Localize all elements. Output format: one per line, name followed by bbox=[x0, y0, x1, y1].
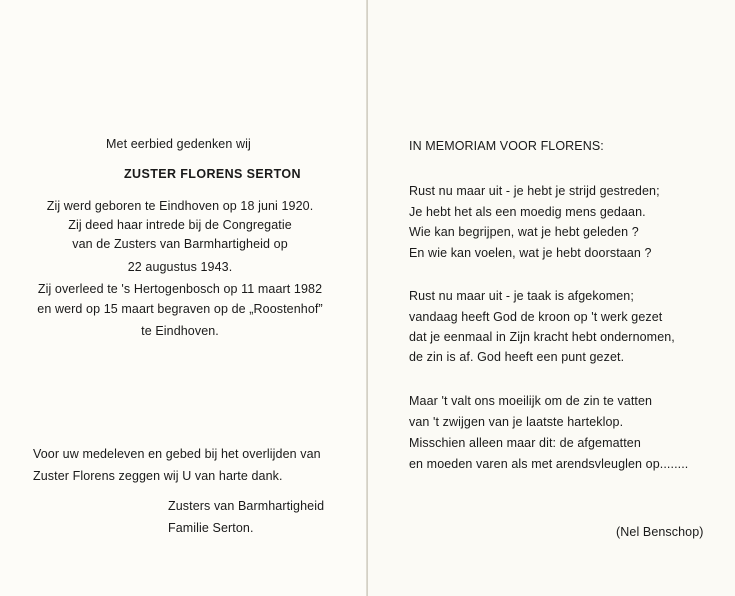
poem-line: Rust nu maar uit - je hebt je strijd gestreden; bbox=[409, 184, 660, 198]
deceased-name: ZUSTER FLORENS SERTON bbox=[124, 167, 301, 181]
bio-line: en werd op 15 maart begraven op de „Roostenhof” bbox=[37, 302, 323, 316]
thanks-line: Voor uw medeleven en gebed bij het overlijden van bbox=[33, 447, 321, 461]
signature-line: Familie Serton. bbox=[168, 521, 254, 535]
bio-line: 22 augustus 1943. bbox=[127, 260, 233, 274]
bio-line: van de Zusters van Barmhartigheid op bbox=[72, 237, 288, 251]
poem-line: Je hebt het als een moedig mens gedaan. bbox=[409, 205, 646, 219]
poem-author: (Nel Benschop) bbox=[616, 525, 704, 539]
poem-line: En wie kan voelen, wat je hebt doorstaan ? bbox=[409, 246, 652, 260]
poem-line: Wie kan begrijpen, wat je hebt geleden ? bbox=[409, 225, 639, 239]
intro-text: Met eerbied gedenken wij bbox=[106, 137, 251, 151]
thanks-line: Zuster Florens zeggen wij U van harte dank. bbox=[33, 469, 283, 483]
poem-line: vandaag heeft God de kroon op 't werk gezet bbox=[409, 310, 663, 324]
poem-line: Misschien alleen maar dit: de afgematten bbox=[409, 436, 641, 450]
poem-line: de zin is af. God heeft een punt gezet. bbox=[409, 350, 625, 364]
bio-line: Zij deed haar intrede bij de Congregatie bbox=[68, 218, 292, 232]
bio-line: Zij werd geboren te Eindhoven op 18 juni 1920. bbox=[46, 199, 314, 213]
poem-line: en moeden varen als met arendsvleuglen op........ bbox=[409, 457, 689, 471]
poem-line: van 't zwijgen van je laatste harteklop. bbox=[409, 415, 624, 429]
bio-line: Zij overleed te 's Hertogenbosch op 11 maart 1982 bbox=[37, 282, 323, 296]
right-page bbox=[368, 0, 735, 596]
poem-heading: IN MEMORIAM VOOR FLORENS: bbox=[409, 139, 604, 153]
poem-line: dat je eenmaal in Zijn kracht hebt ondernomen, bbox=[409, 330, 675, 344]
signature-line: Zusters van Barmhartigheid bbox=[168, 499, 325, 513]
bio-line: te Eindhoven. bbox=[141, 324, 219, 338]
poem-line: Maar 't valt ons moeilijk om de zin te vatten bbox=[409, 394, 653, 408]
poem-line: Rust nu maar uit - je taak is afgekomen; bbox=[409, 289, 634, 303]
